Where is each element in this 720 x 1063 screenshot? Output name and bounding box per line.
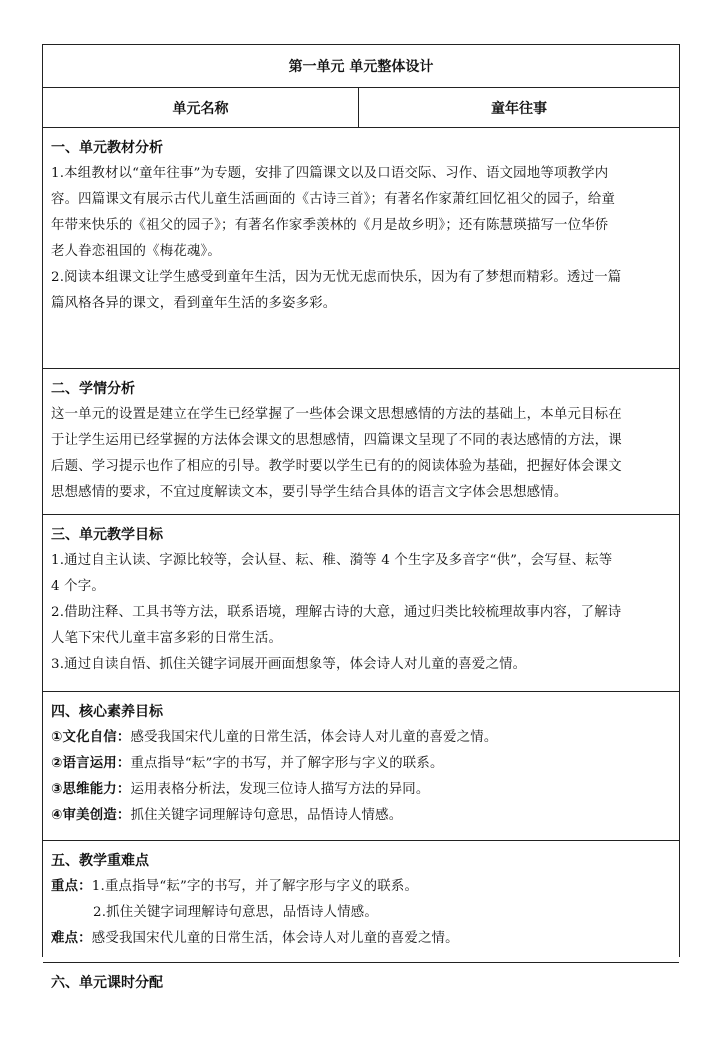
unit-name-label: 单元名称 — [43, 88, 359, 127]
section-heading: 四、核心素养目标 — [51, 704, 163, 720]
key-point-text: 2.抓住关键字词理解诗句意思，品悟诗人情感。 — [93, 905, 378, 920]
text-line: 容。四篇课文有展示古代儿童生活画面的《古诗三首》；有著名作家萧红回忆祖父的园子，给童 — [51, 192, 616, 207]
key-point-line — [51, 874, 669, 900]
section-core-literacy-goals — [43, 692, 679, 841]
list-item — [51, 803, 669, 829]
text-line: 2.阅读本组课文让学生感受到童年生活，因为无忧无虑而快乐，因为有了梦想而精彩。透过一篇 — [51, 270, 622, 285]
text-line: 后题、学习提示也作了相应的引导。教学时要以学生已有的的阅读体验为基础，把握好体会课文 — [51, 459, 622, 474]
item-text: 运用表格分析法，发现三位诗人描写方法的异同。 — [130, 782, 430, 797]
unit-design-table — [42, 44, 680, 991]
text-line: 人笔下宋代儿童丰富多彩的日常生活。 — [51, 631, 283, 646]
section-heading: 二、学情分析 — [51, 381, 135, 397]
text-line: 篇风格各异的课文，看到童年生活的多姿多彩。 — [51, 296, 337, 311]
section-heading: 六、单元课时分配 — [51, 975, 163, 991]
item-text: 重点指导“耘”字的书写，并了解字形与字义的联系。 — [130, 756, 444, 771]
section-material-analysis — [43, 128, 679, 369]
unit-name-row — [43, 88, 679, 128]
key-point-text: 1.重点指导“耘”字的书写，并了解字形与字义的联系。 — [91, 879, 419, 894]
unit-name-value: 童年往事 — [491, 100, 547, 117]
section-lesson-allocation — [43, 963, 679, 1063]
key-point-label: 重点： — [51, 879, 92, 894]
text-line: 这一单元的设置是建立在学生已经掌握了一些体会课文思想感情的方法的基础上，本单元目标在 — [51, 407, 622, 422]
difficult-point-text: 感受我国宋代儿童的日常生活，体会诗人对儿童的喜爱之情。 — [91, 931, 459, 946]
section-key-difficult-points — [43, 841, 679, 963]
list-item — [51, 751, 669, 777]
section-heading: 五、教学重难点 — [51, 853, 149, 869]
text-line: 年带来快乐的《祖父的园子》；有著名作家季羡林的《月是故乡明》；还有陈慧瑛描写一位华侨 — [51, 218, 609, 233]
list-item — [51, 725, 669, 751]
table-title-row — [43, 45, 679, 88]
text-line: 2.借助注释、工具书等方法，联系语境，理解古诗的大意，通过归类比较梳理故事内容，了解诗 — [51, 605, 622, 620]
text-line: 4 个字。 — [51, 579, 105, 594]
text-line: 1.本组教材以“童年往事”为专题，安排了四篇课文以及口语交际、习作、语文园地等项教学内 — [51, 166, 609, 181]
item-label: ②语言运用： — [51, 756, 131, 771]
difficult-point-label: 难点： — [51, 931, 92, 946]
item-label: ①文化自信： — [51, 730, 131, 745]
list-item — [51, 777, 669, 803]
item-label: ③思维能力： — [51, 782, 131, 797]
text-line: 老人眷恋祖国的《梅花魂》。 — [51, 244, 221, 259]
text-line: 3.通过自读自悟、抓住关键字词展开画面想象等，体会诗人对儿童的喜爱之情。 — [51, 657, 527, 672]
key-point-line — [51, 900, 669, 926]
item-label: ④审美创造： — [51, 808, 131, 823]
text-line: 于让学生运用已经掌握的方法体会课文的思想感情，四篇课文呈现了不同的表达感情的方法，课 — [51, 433, 622, 448]
section-teaching-goals — [43, 515, 679, 692]
item-text: 感受我国宋代儿童的日常生活，体会诗人对儿童的喜爱之情。 — [130, 730, 498, 745]
section-heading: 三、单元教学目标 — [51, 527, 163, 543]
difficult-point-line — [51, 926, 669, 952]
item-text: 抓住关键字词理解诗句意思，品悟诗人情感。 — [130, 808, 403, 823]
text-line: 1.通过自主认读、字源比较等，会认昼、耘、稚、漪等 4 个生字及多音字“供”，会写昼、耘等 — [51, 553, 613, 568]
section-student-analysis — [43, 369, 679, 515]
text-line: 思想感情的要求，不宜过度解读文本，要引导学生结合具体的语言文字体会思想感情。 — [51, 485, 568, 500]
section-heading: 一、单元教材分析 — [51, 140, 163, 156]
page-title: 第一单元 单元整体设计 — [288, 59, 434, 75]
